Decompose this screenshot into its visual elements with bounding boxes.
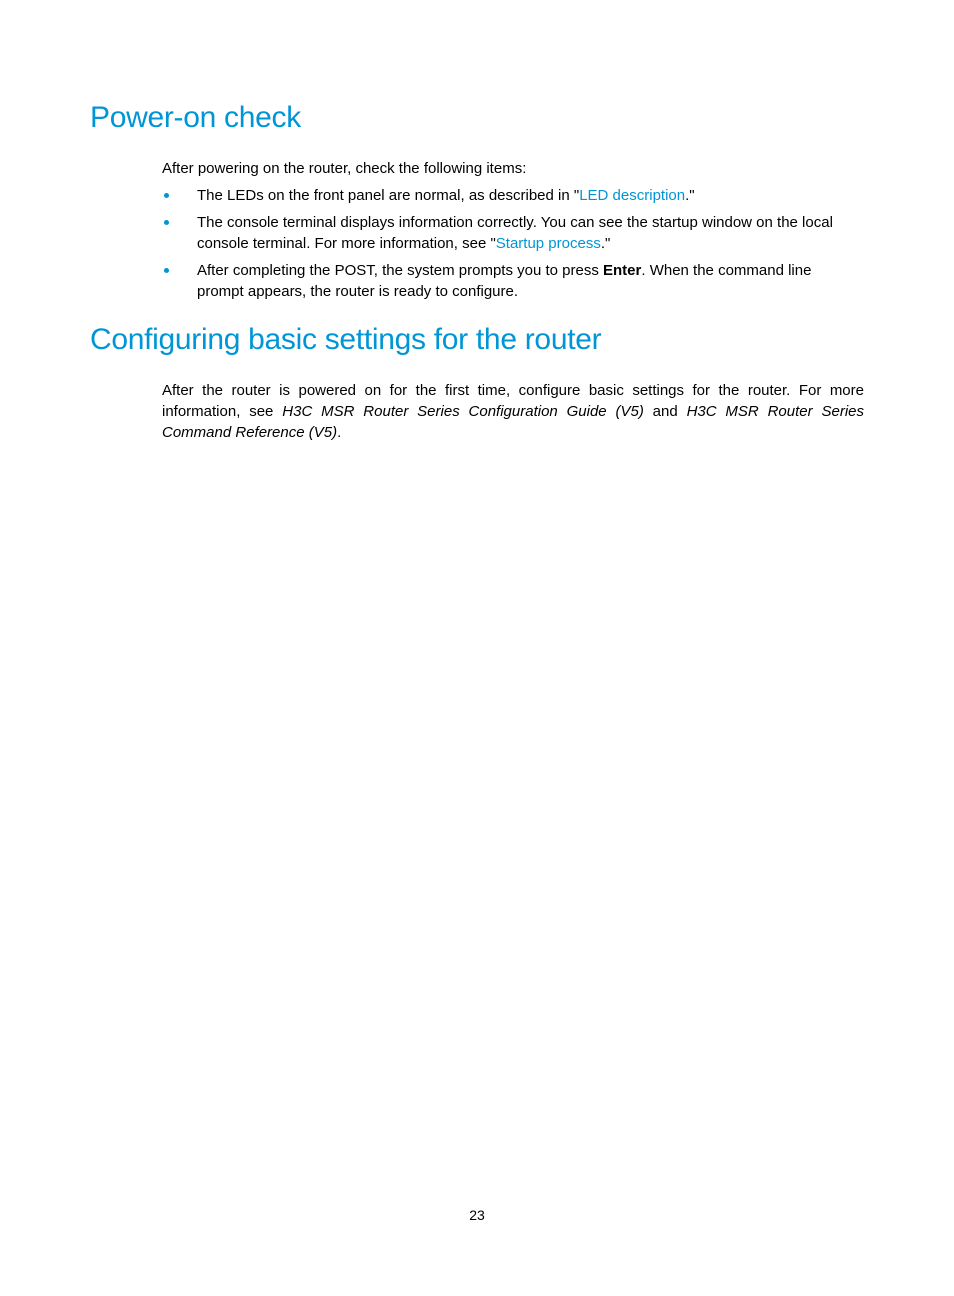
bullet-dot-icon (164, 193, 169, 198)
check-items-list (162, 185, 862, 308)
reference-command-reference: H3C MSR Router Series Command Reference (V5) (162, 403, 864, 441)
section-heading-power-on-check: Power-on check (90, 101, 301, 134)
basic-settings-paragraph: After the router is powered on for the first time, configure basic settings for the router. For more information, see H3C MSR Router Series Configuration Guide (V5) and H3C MSR Router Series Command Reference (V5). (162, 382, 864, 441)
link-startup-process[interactable]: Startup process (495, 235, 601, 252)
enter-key-label: Enter (603, 262, 642, 279)
reference-configuration-guide: H3C MSR Router Series Configuration Guide (V5) (282, 403, 644, 420)
page-number: 23 (469, 1207, 485, 1223)
bullet-dot-icon (164, 220, 169, 225)
bullet-dot-icon (164, 268, 169, 273)
intro-paragraph: After powering on the router, check the following items: (162, 160, 527, 177)
section-heading-basic-settings: Configuring basic settings for the router (90, 323, 602, 356)
list-item: After completing the POST, the system prompts you to press Enter. When the command line prompt appears, the router is ready to configure. (162, 260, 862, 302)
list-item: The LEDs on the front panel are normal, as described in "LED description." (162, 185, 862, 206)
list-item: The console terminal displays information correctly. You can see the startup window on the local console terminal. For more information, see "Startup process." (162, 212, 862, 254)
link-led-description[interactable]: LED description (579, 187, 686, 204)
